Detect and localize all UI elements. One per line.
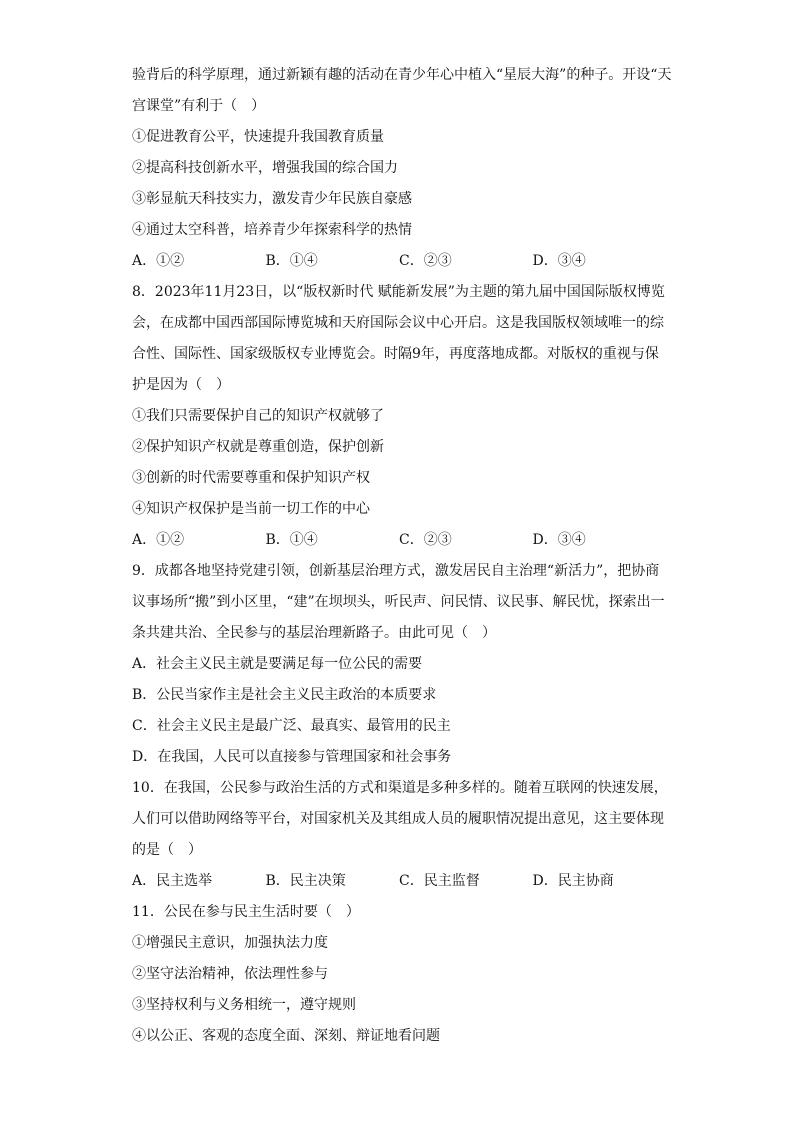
q8-stem-line: 8．2023年11月23日，以“版权新时代 赋能新发展”为主题的第九届中国国际版权博览 — [132, 284, 665, 300]
q8-item: ③创新的时代需要尊重和保护知识产权 — [132, 470, 370, 486]
q9-option-a: A．社会主义民主就是要满足每一位公民的需要 — [132, 656, 423, 672]
q7-item: ④通过太空科普，培养青少年探索科学的热情 — [132, 222, 412, 238]
q10-stem-line: 的是（ ） — [132, 842, 202, 858]
q7-option-b: B．①④ — [265, 253, 318, 269]
document-page — [132, 60, 672, 1052]
q7-options — [132, 246, 666, 277]
q8-item: ①我们只需要保护自己的知识产权就够了 — [132, 408, 384, 424]
q10-option-c: C．民主监督 — [399, 873, 480, 889]
q11-item: ②坚守法治精神，依法理性参与 — [132, 966, 328, 982]
q8-option-d: D．③④ — [532, 532, 586, 548]
q9-stem-line: 9．成都各地坚持党建引领，创新基层治理方式，激发居民自主治理“新活力”，把协商 — [132, 563, 660, 579]
q7-item: ①促进教育公平，快速提升我国教育质量 — [132, 129, 384, 145]
q8-stem-line: 会，在成都中国西部国际博览城和天府国际会议中心开启。这是我国版权领域唯一的综 — [132, 315, 664, 331]
q8-option-c: C．②③ — [399, 532, 452, 548]
q8-item: ④知识产权保护是当前一切工作的中心 — [132, 501, 370, 517]
q10-option-b: B．民主决策 — [265, 873, 346, 889]
q8-stem-line: 护是因为（ ） — [132, 377, 230, 393]
q10-option-a: A．民主选举 — [132, 873, 213, 889]
q7-option-c: C．②③ — [399, 253, 452, 269]
q10-option-d: D．民主协商 — [532, 873, 614, 889]
q8-option-a: A．①② — [132, 532, 185, 548]
q7-stem-line: 验背后的科学原理，通过新颖有趣的活动在青少年心中植入“星辰大海”的种子。开设“天 — [132, 67, 672, 83]
q10-options — [132, 866, 666, 897]
q7-item: ③彰显航天科技实力，激发青少年民族自豪感 — [132, 191, 412, 207]
q7-item: ②提高科技创新水平，增强我国的综合国力 — [132, 160, 398, 176]
q8-option-b: B．①④ — [265, 532, 318, 548]
q9-option-d: D．在我国，人民可以直接参与管理国家和社会事务 — [132, 749, 452, 765]
q11-stem: 11．公民在参与民主生活时要（ ） — [132, 904, 360, 920]
q11-item: ①增强民主意识，加强执法力度 — [132, 935, 328, 951]
q11-item: ③坚持权利与义务相统一，遵守规则 — [132, 997, 356, 1013]
q9-option-c: C．社会主义民主是最广泛、最真实、最管用的民主 — [132, 718, 451, 734]
q10-stem-line: 人们可以借助网络等平台，对国家机关及其组成人员的履职情况提出意见，这主要体现 — [132, 811, 664, 827]
q7-stem-line: 宫课堂”有利于（ ） — [132, 98, 266, 114]
q7-option-d: D．③④ — [532, 253, 586, 269]
q8-stem-line: 合性、国际性、国家级版权专业博览会。时隔9年，再度落地成都。对版权的重视与保 — [132, 346, 659, 362]
q8-options — [132, 525, 666, 556]
q9-option-b: B．公民当家作主是社会主义民主政治的本质要求 — [132, 687, 437, 703]
q9-stem-line: 议事场所“搬”到小区里，“建”在坝坝头，听民声、问民情、议民事、解民忧，探索出一 — [132, 594, 665, 610]
q9-stem-line: 条共建共治、全民参与的基层治理新路子。由此可见（ ） — [132, 625, 496, 641]
q11-item: ④以公正、客观的态度全面、深刻、辩证地看问题 — [132, 1028, 440, 1044]
q7-option-a: A．①② — [132, 253, 185, 269]
q8-item: ②保护知识产权就是尊重创造，保护创新 — [132, 439, 384, 455]
q10-stem-line: 10．在我国，公民参与政治生活的方式和渠道是多种多样的。随着互联网的快速发展， — [132, 780, 668, 796]
